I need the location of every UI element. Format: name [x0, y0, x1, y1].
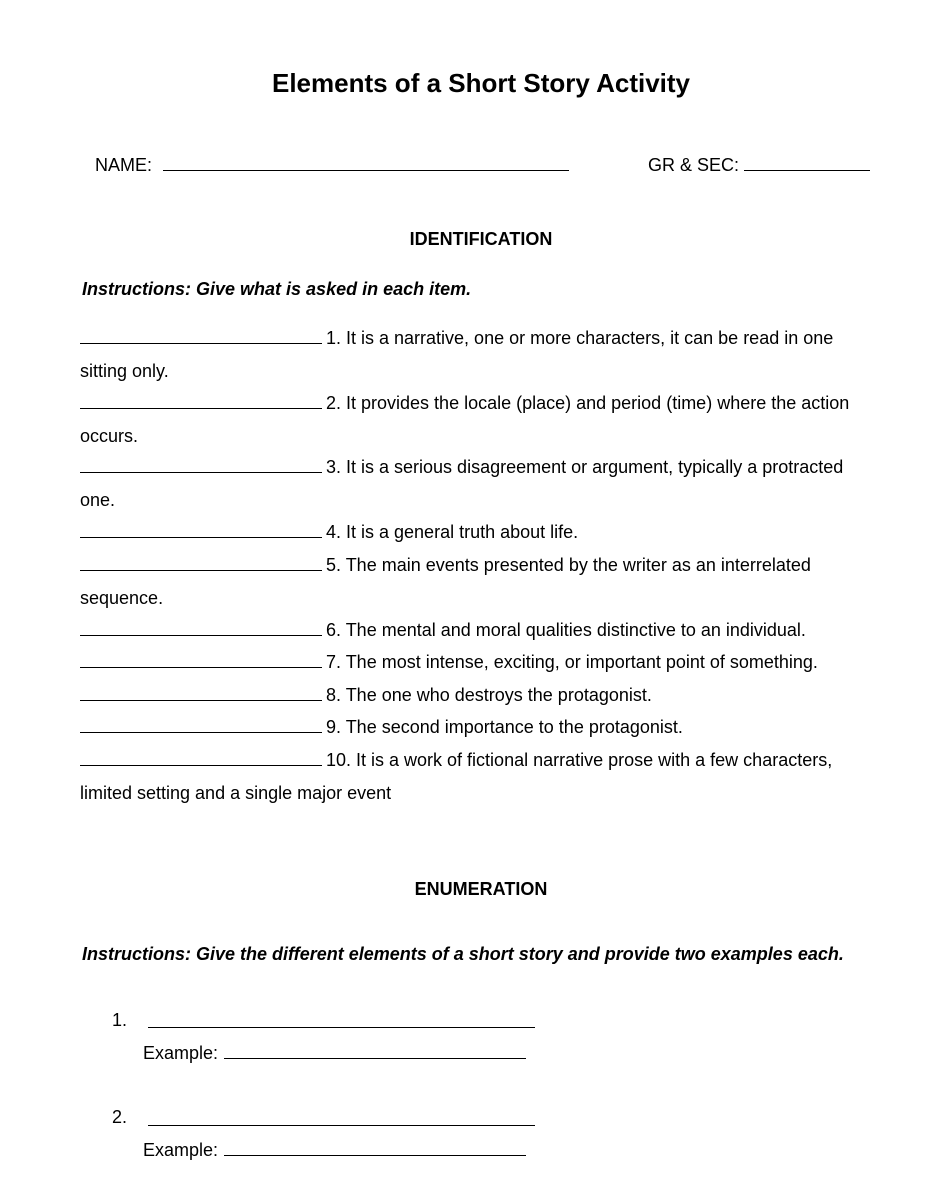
item-text: 1. It is a narrative, one or more characters, it can be read in one sitting only.	[80, 328, 834, 381]
enumeration-answer-blank-1[interactable]	[148, 1027, 535, 1028]
item-text: 10. It is a work of fictional narrative prose with a few characters, limited setting and a single major event	[80, 750, 833, 803]
item-text: 5. The main events presented by the writer as an interrelated sequence.	[80, 555, 811, 608]
answer-blank[interactable]	[80, 521, 322, 538]
answer-blank[interactable]	[80, 456, 322, 473]
page-title: Elements of a Short Story Activity	[271, 68, 691, 98]
answer-blank[interactable]	[80, 392, 322, 409]
identification-item-3	[80, 451, 880, 516]
example-label: Example:	[143, 1043, 219, 1063]
identification-item-9	[80, 711, 880, 744]
answer-blank[interactable]	[80, 684, 322, 701]
example-blank[interactable]	[224, 1040, 526, 1059]
enumeration-example-1	[143, 1040, 526, 1065]
example-blank[interactable]	[224, 1137, 526, 1156]
item-text: 8. The one who destroys the protagonist.	[326, 685, 652, 705]
identification-item-8	[80, 679, 880, 712]
identification-item-6	[80, 614, 880, 647]
item-text: 4. It is a general truth about life.	[326, 522, 579, 542]
enumeration-example-2	[143, 1137, 526, 1162]
answer-blank[interactable]	[80, 749, 322, 766]
identification-instructions: Instructions: Give what is asked in each item.	[82, 279, 472, 299]
answer-blank[interactable]	[80, 619, 322, 636]
item-text: 3. It is a serious disagreement or argument, typically a protracted one.	[80, 457, 844, 510]
name-blank[interactable]	[163, 152, 569, 171]
name-label: NAME:	[95, 155, 153, 175]
enumeration-number-2: 2.	[112, 1107, 128, 1127]
answer-blank[interactable]	[80, 716, 322, 733]
grade-section-blank[interactable]	[744, 152, 870, 171]
identification-item-4	[80, 516, 880, 549]
enumeration-heading: ENUMERATION	[414, 879, 548, 899]
grade-section-field	[648, 152, 870, 177]
identification-item-7	[80, 646, 880, 679]
answer-blank[interactable]	[80, 651, 322, 668]
identification-item-1	[80, 322, 880, 387]
example-label: Example:	[143, 1140, 219, 1160]
identification-item-5	[80, 549, 880, 614]
identification-heading: IDENTIFICATION	[409, 229, 553, 249]
enumeration-number-1: 1.	[112, 1010, 128, 1030]
item-text: 6. The mental and moral qualities distinctive to an individual.	[326, 620, 806, 640]
item-text: 2. It provides the locale (place) and period (time) where the action occurs.	[80, 393, 850, 446]
enumeration-instructions: Instructions: Give the different elements of a short story and provide two examples each.	[82, 944, 844, 964]
answer-blank[interactable]	[80, 327, 322, 344]
answer-blank[interactable]	[80, 554, 322, 571]
grade-section-label: GR & SEC:	[648, 155, 740, 175]
enumeration-answer-blank-2[interactable]	[148, 1125, 535, 1126]
identification-item-2	[80, 387, 880, 452]
identification-item-10	[80, 744, 880, 809]
name-field	[95, 152, 569, 177]
item-text: 9. The second importance to the protagonist.	[326, 717, 683, 737]
item-text: 7. The most intense, exciting, or important point of something.	[326, 652, 818, 672]
